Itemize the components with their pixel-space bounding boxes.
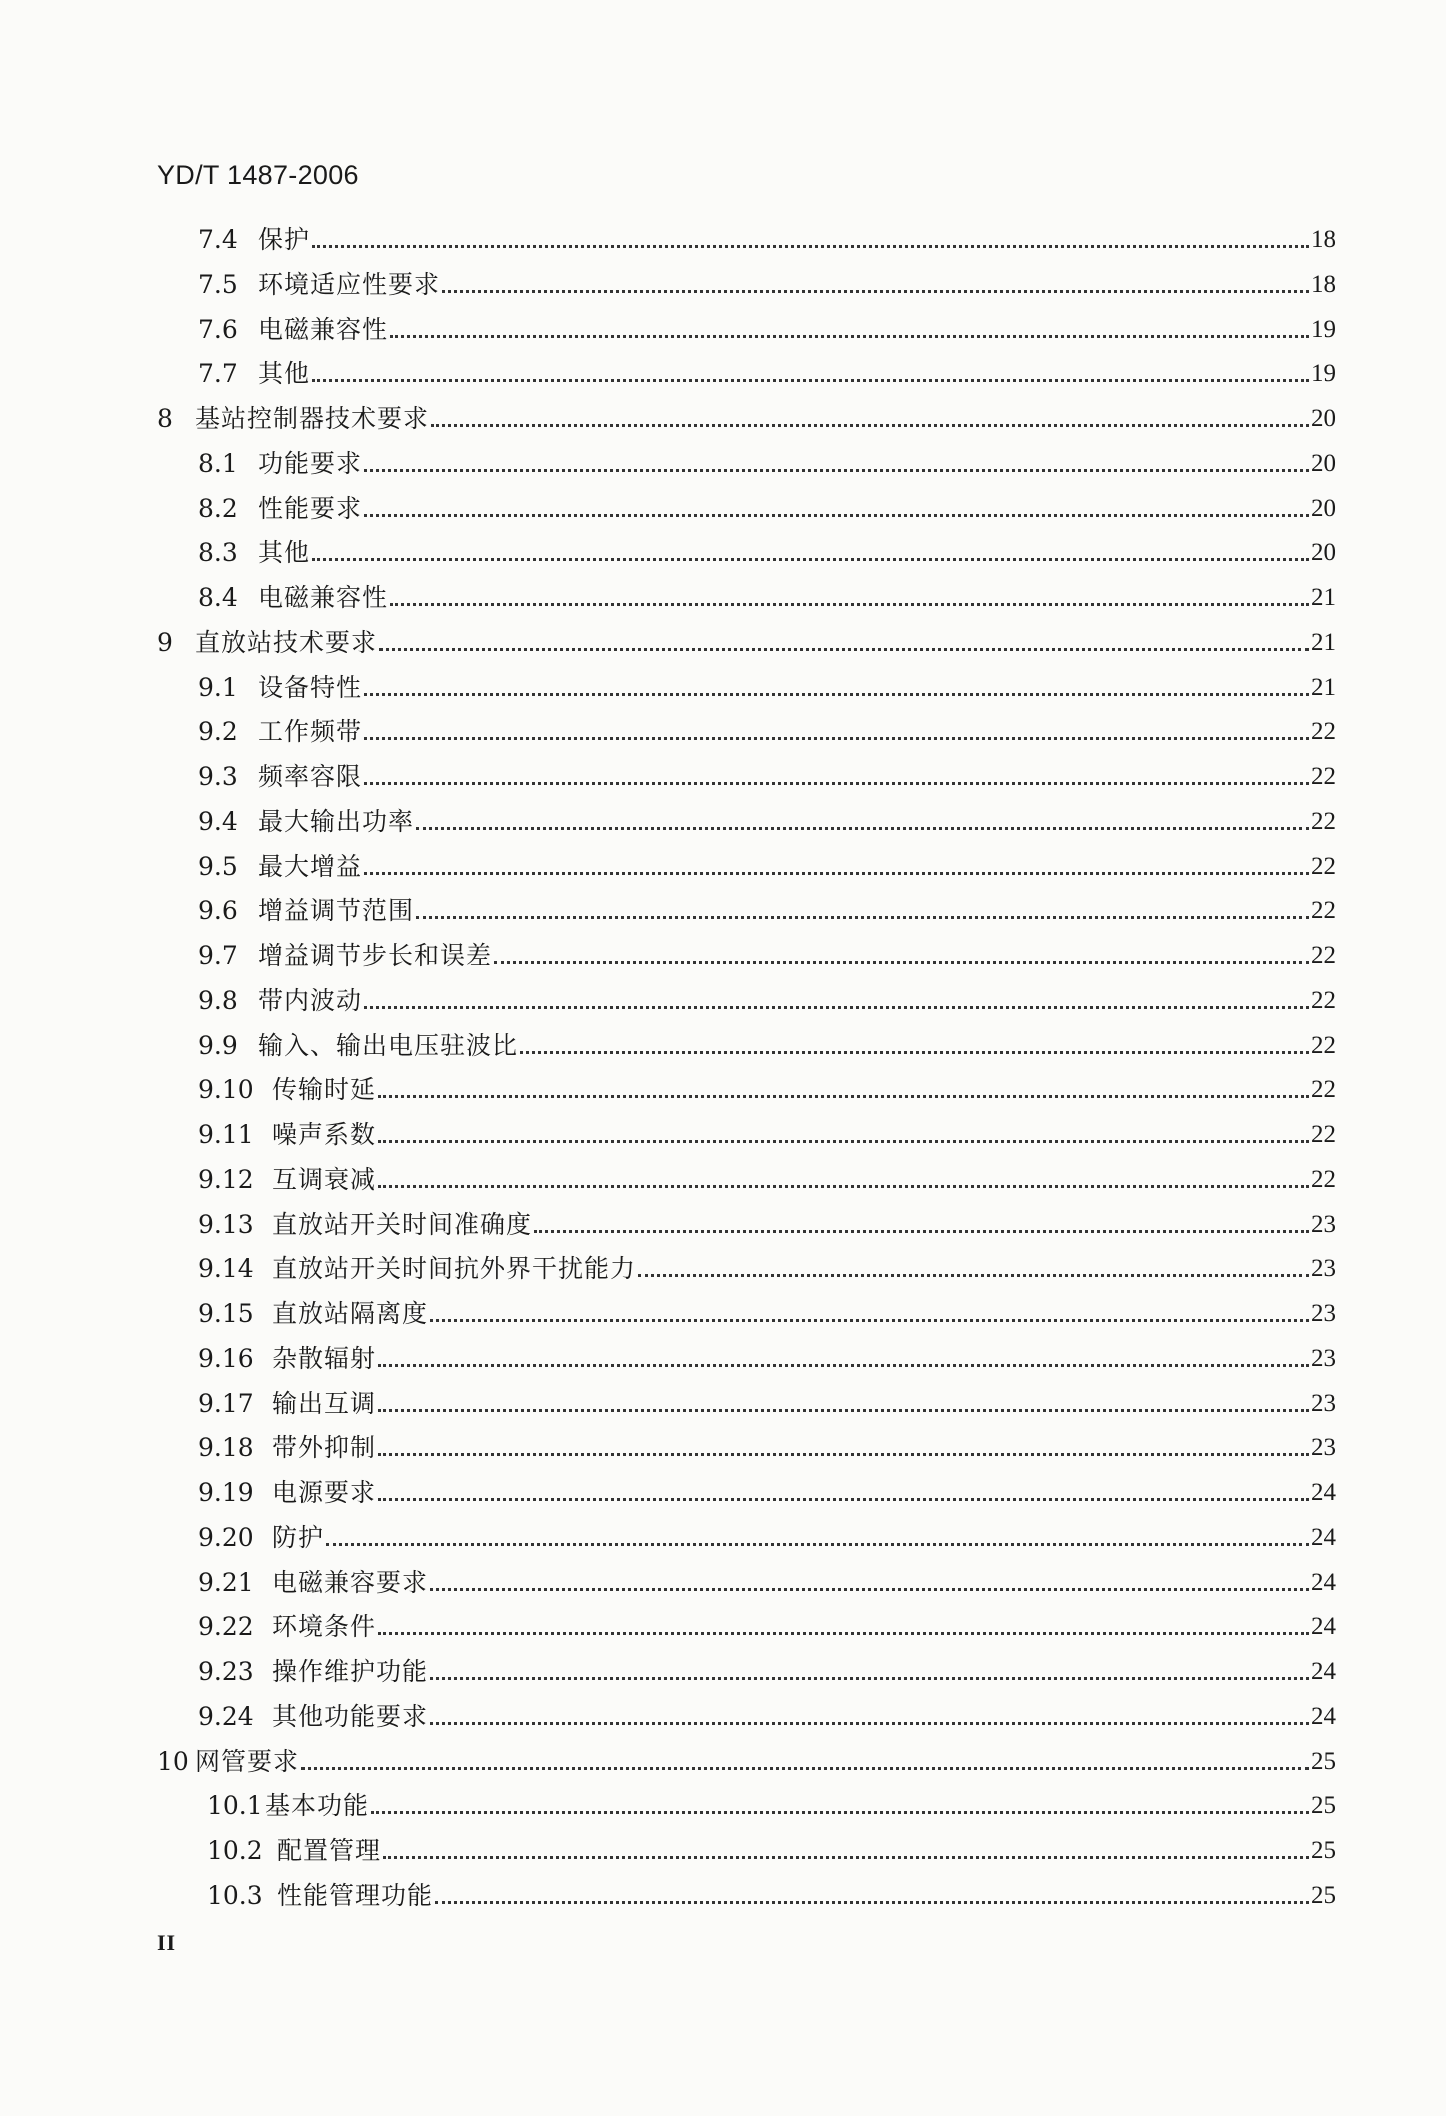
toc-entry-number: 9.8 (198, 985, 238, 1015)
toc-entry-number: 7.6 (198, 314, 238, 344)
toc-entry-number: 9.12 (198, 1164, 254, 1194)
toc-entry-title: 工作频带 (258, 717, 363, 747)
toc-entry-title: 最大输出功率 (258, 806, 415, 836)
toc-entry-page: 22 (1311, 1031, 1336, 1059)
toc-entry-title: 基本功能 (265, 1791, 370, 1821)
toc-entry-number: 9.2 (198, 717, 238, 747)
toc-dot-leader (494, 959, 1309, 964)
toc-entry-title: 操作维护功能 (272, 1657, 429, 1686)
toc-entry-title: 其他 (258, 359, 311, 389)
toc-entry[interactable] (198, 1599, 1336, 1642)
toc-dot-leader (379, 646, 1309, 651)
toc-entry-number: 7.4 (198, 225, 238, 254)
toc-dot-leader (435, 1899, 1309, 1904)
toc-dot-leader (430, 1720, 1309, 1725)
toc-entry[interactable] (198, 1376, 1336, 1416)
toc-dot-leader (430, 1675, 1309, 1680)
toc-entry-page: 22 (1311, 1165, 1336, 1193)
toc-entry-title: 配置管理 (277, 1836, 382, 1865)
toc-entry-page: 22 (1311, 942, 1336, 969)
toc-entry-title: 直放站开关时间抗外界干扰能力 (272, 1254, 637, 1284)
toc-entry[interactable] (198, 1555, 1336, 1595)
toc-entry-title: 环境适应性要求 (258, 269, 441, 299)
toc-entry-number: 9.17 (198, 1388, 254, 1418)
toc-entry-page: 22 (1311, 986, 1336, 1014)
toc-entry-title: 电源要求 (272, 1478, 377, 1507)
toc-dot-leader (390, 333, 1309, 338)
toc-entry[interactable] (198, 1152, 1336, 1192)
toc-entry-number: 7.5 (198, 269, 238, 299)
toc-entry-number: 10.1 (207, 1791, 263, 1821)
toc-dot-leader (378, 1138, 1309, 1143)
document-code-header: YD/T 1487-2006 (157, 160, 359, 190)
toc-entry-page: 20 (1311, 405, 1336, 432)
toc-entry-number: 9.1 (198, 672, 238, 702)
toc-entry[interactable] (198, 704, 1336, 747)
toc-dot-leader (638, 1272, 1309, 1277)
toc-entry-page: 18 (1311, 270, 1336, 298)
toc-entry[interactable] (198, 660, 1336, 700)
toc-dot-leader (301, 1765, 1309, 1770)
toc-entry[interactable] (157, 615, 1336, 655)
toc-entry[interactable] (198, 883, 1336, 926)
toc-entry-page: 22 (1311, 718, 1336, 746)
toc-dot-leader (416, 914, 1309, 919)
toc-entry[interactable] (198, 436, 1336, 476)
toc-entry-title: 互调衰减 (272, 1164, 377, 1194)
toc-entry-page: 24 (1311, 1568, 1336, 1596)
toc-entry-number: 10 (157, 1746, 189, 1776)
toc-entry-page: 20 (1311, 449, 1336, 477)
toc-entry-number: 9.14 (198, 1254, 254, 1284)
toc-entry-number: 9.23 (198, 1657, 254, 1686)
toc-entry-page: 22 (1311, 807, 1336, 835)
toc-entry-number: 9 (157, 627, 173, 657)
toc-entry-number: 9.21 (198, 1567, 254, 1597)
toc-dot-leader (364, 735, 1309, 740)
toc-entry-number: 8.2 (198, 493, 238, 523)
toc-entry-title: 杂散辐射 (272, 1343, 377, 1373)
toc-entry-title: 带内波动 (258, 985, 363, 1015)
toc-entry-title: 设备特性 (258, 672, 363, 702)
toc-entry[interactable] (157, 1734, 1336, 1774)
toc-dot-leader (430, 1586, 1309, 1591)
toc-entry-page: 22 (1311, 852, 1336, 880)
toc-entry-page: 24 (1311, 1613, 1336, 1641)
toc-entry-page: 24 (1311, 1658, 1336, 1685)
toc-entry-number: 10.3 (207, 1880, 263, 1910)
toc-entry-title: 性能要求 (258, 493, 363, 523)
toc-entry-number: 10.2 (207, 1836, 263, 1865)
toc-entry[interactable] (198, 749, 1336, 789)
toc-entry-number: 9.11 (198, 1120, 254, 1149)
toc-entry[interactable] (198, 973, 1336, 1013)
toc-dot-leader (520, 1049, 1309, 1054)
toc-entry-number: 9.18 (198, 1433, 254, 1463)
toc-entry[interactable] (198, 839, 1336, 879)
toc-entry[interactable] (198, 794, 1336, 834)
toc-entry-title: 其他 (258, 538, 311, 568)
toc-entry-page: 23 (1311, 1210, 1336, 1238)
toc-entry-page: 22 (1311, 1076, 1336, 1104)
toc-entry[interactable] (198, 525, 1336, 568)
toc-entry-page: 24 (1311, 1479, 1336, 1506)
toc-entry-number: 9.24 (198, 1701, 254, 1731)
toc-entry-title: 保护 (258, 225, 311, 254)
toc-entry-page: 25 (1311, 1792, 1336, 1820)
toc-entry-page: 21 (1311, 673, 1336, 701)
toc-entry-title: 直放站技术要求 (195, 627, 378, 657)
toc-entry-page: 19 (1311, 315, 1336, 343)
toc-entry[interactable] (198, 302, 1336, 342)
toc-entry-number: 9.19 (198, 1478, 254, 1507)
toc-entry-page: 22 (1311, 897, 1336, 925)
toc-entry-title: 输出互调 (272, 1388, 377, 1418)
toc-entry[interactable] (198, 1241, 1336, 1284)
toc-dot-leader (378, 1362, 1309, 1367)
toc-entry-number: 8.3 (198, 538, 238, 568)
toc-entry-page: 21 (1311, 584, 1336, 611)
toc-entry-title: 环境条件 (272, 1612, 377, 1642)
toc-entry-page: 18 (1311, 226, 1336, 253)
toc-entry-title: 噪声系数 (272, 1120, 377, 1149)
toc-entry-title: 带外抑制 (272, 1433, 377, 1463)
toc-entry[interactable] (198, 1644, 1336, 1684)
toc-entry-number: 9.15 (198, 1299, 254, 1328)
toc-entry[interactable] (198, 1510, 1336, 1550)
toc-entry-number: 7.7 (198, 359, 238, 389)
toc-dot-leader (390, 601, 1309, 606)
toc-entry[interactable] (207, 1823, 1336, 1863)
toc-dot-leader (312, 556, 1309, 561)
toc-entry-number: 9.9 (198, 1030, 238, 1060)
toc-dot-leader (364, 467, 1309, 472)
toc-entry-number: 9.7 (198, 941, 238, 970)
toc-dot-leader (378, 1093, 1309, 1098)
toc-entry-title: 网管要求 (195, 1746, 300, 1776)
toc-dot-leader (378, 1451, 1309, 1456)
toc-entry-page: 19 (1311, 360, 1336, 388)
toc-entry-page: 24 (1311, 1523, 1336, 1551)
toc-entry[interactable] (198, 1420, 1336, 1463)
toc-entry-page: 25 (1311, 1881, 1336, 1909)
toc-entry-page: 20 (1311, 494, 1336, 522)
toc-dot-leader (312, 377, 1309, 382)
toc-dot-leader (364, 512, 1309, 517)
toc-entry[interactable] (198, 1018, 1336, 1058)
toc-entry-page: 23 (1311, 1434, 1336, 1462)
toc-entry-title: 传输时延 (272, 1075, 377, 1105)
toc-entry[interactable] (198, 928, 1336, 968)
toc-entry-page: 20 (1311, 539, 1336, 567)
toc-entry[interactable] (198, 1107, 1336, 1147)
toc-entry-title: 最大增益 (258, 851, 363, 881)
toc-dot-leader (442, 288, 1309, 293)
toc-entry-title: 电磁兼容性 (258, 583, 389, 612)
toc-entry-number: 9.3 (198, 762, 238, 791)
toc-entry[interactable] (198, 346, 1336, 389)
toc-entry-page: 22 (1311, 763, 1336, 790)
toc-entry-title: 频率容限 (258, 762, 363, 791)
toc-entry[interactable] (198, 1465, 1336, 1505)
toc-dot-leader (378, 1183, 1309, 1188)
toc-entry-page: 22 (1311, 1121, 1336, 1148)
toc-entry-number: 9.4 (198, 806, 238, 836)
toc-dot-leader (378, 1407, 1309, 1412)
toc-entry[interactable] (157, 391, 1336, 431)
toc-entry-title: 基站控制器技术要求 (195, 404, 430, 433)
toc-entry[interactable] (198, 212, 1336, 252)
toc-entry-page: 23 (1311, 1255, 1336, 1283)
toc-entry-title: 直放站隔离度 (272, 1299, 429, 1328)
toc-entry-number: 8.1 (198, 448, 238, 478)
toc-entry-page: 24 (1311, 1702, 1336, 1730)
toc-entry-page: 23 (1311, 1344, 1336, 1372)
toc-entry[interactable] (198, 481, 1336, 521)
toc-entry-title: 直放站开关时间准确度 (272, 1209, 533, 1239)
toc-entry-number: 9.6 (198, 896, 238, 926)
toc-dot-leader (378, 1496, 1309, 1501)
toc-entry-page: 25 (1311, 1747, 1336, 1775)
toc-dot-leader (378, 1630, 1309, 1635)
toc-entry-title: 增益调节步长和误差 (258, 941, 493, 970)
toc-dot-leader (312, 243, 1309, 248)
toc-entry[interactable] (198, 1286, 1336, 1326)
toc-dot-leader (371, 1809, 1309, 1814)
toc-dot-leader (431, 422, 1309, 427)
toc-entry[interactable] (198, 570, 1336, 610)
toc-entry-page: 23 (1311, 1389, 1336, 1417)
toc-dot-leader (364, 780, 1309, 785)
toc-dot-leader (416, 825, 1309, 830)
toc-entry-number: 9.13 (198, 1209, 254, 1239)
toc-entry[interactable] (198, 257, 1336, 297)
toc-entry[interactable] (198, 1689, 1336, 1729)
toc-entry-number: 9.20 (198, 1522, 254, 1552)
toc-entry-title: 电磁兼容性 (258, 314, 389, 344)
toc-entry[interactable] (198, 1331, 1336, 1371)
toc-entry-page: 25 (1311, 1837, 1336, 1864)
toc-dot-leader (534, 1228, 1309, 1233)
toc-entry[interactable] (198, 1062, 1336, 1105)
page-number: II (157, 1930, 177, 1955)
toc-entry[interactable] (207, 1868, 1336, 1908)
toc-entry-number: 9.16 (198, 1343, 254, 1373)
toc-entry-number: 8.4 (198, 583, 238, 612)
toc-dot-leader (326, 1541, 1309, 1546)
toc-entry-title: 电磁兼容要求 (272, 1567, 429, 1597)
toc-entry-title: 输入、输出电压驻波比 (258, 1030, 519, 1060)
toc-entry-title: 增益调节范围 (258, 896, 415, 926)
toc-entry-number: 8 (157, 404, 173, 433)
toc-entry-page: 23 (1311, 1300, 1336, 1327)
toc-entry-title: 其他功能要求 (272, 1701, 429, 1731)
toc-entry-number: 9.22 (198, 1612, 254, 1642)
toc-entry-title: 性能管理功能 (277, 1880, 434, 1910)
toc-entry-title: 防护 (272, 1522, 325, 1552)
toc-entry-number: 9.5 (198, 851, 238, 881)
toc-entry-number: 9.10 (198, 1075, 254, 1105)
toc-dot-leader (364, 870, 1309, 875)
toc-dot-leader (364, 1004, 1309, 1009)
toc-dot-leader (364, 691, 1309, 696)
toc-entry[interactable] (207, 1778, 1336, 1821)
toc-entry-title: 功能要求 (258, 448, 363, 478)
toc-dot-leader (383, 1854, 1309, 1859)
toc-entry[interactable] (198, 1197, 1336, 1237)
toc-entry-page: 21 (1311, 628, 1336, 656)
toc-dot-leader (430, 1317, 1309, 1322)
